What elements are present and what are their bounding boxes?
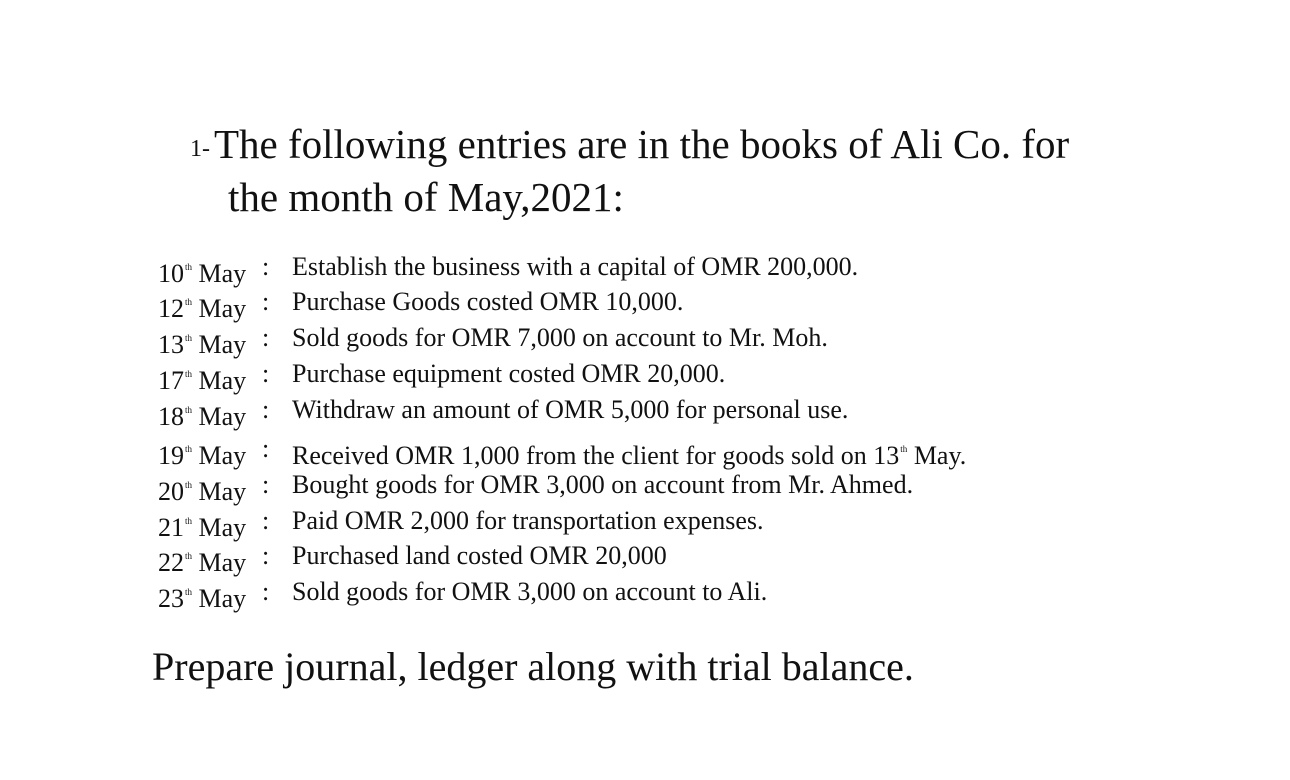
entry-month: May: [198, 441, 247, 470]
instruction-text: Prepare journal, ledger along with trial balance.: [152, 644, 914, 689]
entry-day: 23: [158, 584, 184, 613]
entry-day: 19: [158, 441, 184, 470]
entry-day: 21: [158, 513, 184, 542]
entry-day: 13: [158, 330, 184, 359]
entry-text: Bought goods for OMR 3,000 on account from Mr. Ahmed.: [292, 470, 914, 499]
entry-day: 22: [158, 548, 184, 577]
heading-text-1: The following entries are in the books of Ali Co. for: [214, 121, 1070, 167]
entry-date: [158, 285, 278, 326]
entry-separator: :: [262, 577, 270, 606]
entry-text: [292, 432, 966, 473]
entry-month: May: [198, 548, 247, 577]
entry-text: Establish the business with a capital of OMR 200,000.: [292, 252, 859, 281]
entry-day: 17: [158, 366, 184, 395]
entry-text-part: Received OMR 1,000 from the client for goods sold on 13: [292, 441, 900, 470]
entry-month: May: [198, 584, 247, 613]
entry-month: May: [198, 330, 247, 359]
entry-separator: :: [262, 541, 270, 570]
heading-text-2: the month of May,2021:: [228, 174, 624, 220]
entry-text: Purchased land costed OMR 20,000: [292, 541, 667, 570]
entry-day-suffix: th: [185, 405, 193, 415]
entry-separator: :: [262, 287, 270, 316]
entry-date: [158, 539, 278, 580]
question-number: 1-: [190, 136, 210, 162]
heading-line-1: [190, 120, 1150, 173]
entry-text: Paid OMR 2,000 for transportation expenses.: [292, 506, 764, 535]
entry-day-suffix: th: [185, 587, 193, 597]
entry-separator: :: [262, 470, 270, 499]
entry-day-suffix: th: [185, 516, 193, 526]
entry-date: [158, 321, 278, 362]
entry-separator: :: [262, 359, 270, 388]
entry-date: [158, 575, 278, 616]
entry-date: [158, 393, 278, 434]
entry-day-suffix: th: [185, 297, 193, 307]
question-heading: [190, 120, 1150, 221]
entry-day: 20: [158, 477, 184, 506]
entry-day-suffix: th: [185, 444, 193, 454]
entry-month: May: [198, 477, 247, 506]
heading-line-2: [190, 173, 1150, 221]
entry-text: Purchase Goods costed OMR 10,000.: [292, 287, 684, 316]
entry-separator: :: [262, 323, 270, 352]
entry-text-suffix: th: [900, 444, 908, 454]
entry-day: 12: [158, 294, 184, 323]
entry-separator: :: [262, 395, 270, 424]
entry-text: Withdraw an amount of OMR 5,000 for personal use.: [292, 395, 849, 424]
entry-day-suffix: th: [185, 480, 193, 490]
entry-day: 10: [158, 259, 184, 288]
entry-separator: :: [262, 434, 270, 463]
entry-text: Sold goods for OMR 7,000 on account to Mr. Moh.: [292, 323, 828, 352]
entry-day-suffix: th: [185, 369, 193, 379]
entry-separator: :: [262, 252, 270, 281]
entry-text: Purchase equipment costed OMR 20,000.: [292, 359, 726, 388]
entry-month: May: [198, 366, 247, 395]
entry-date: [158, 432, 278, 473]
entry-day: 18: [158, 402, 184, 431]
entry-text-part: May.: [907, 441, 967, 470]
entry-day-suffix: th: [185, 333, 193, 343]
entry-date: [158, 468, 278, 509]
entry-month: May: [198, 402, 247, 431]
entry-day-suffix: th: [185, 262, 193, 272]
entry-separator: :: [262, 506, 270, 535]
entry-day-suffix: th: [185, 551, 193, 561]
entry-text: Sold goods for OMR 3,000 on account to Ali.: [292, 577, 768, 606]
entry-month: May: [198, 513, 247, 542]
entry-month: May: [198, 294, 247, 323]
entry-date: [158, 357, 278, 398]
entry-month: May: [198, 259, 247, 288]
